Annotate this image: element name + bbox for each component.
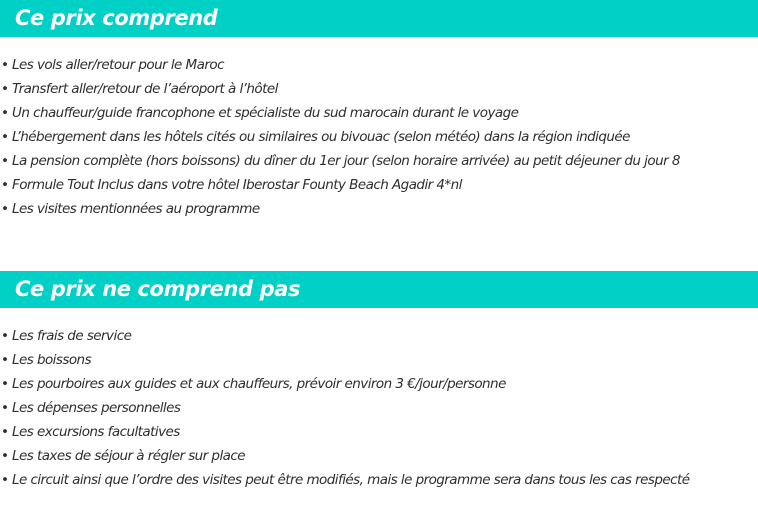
list-item xyxy=(0,125,680,149)
list-item-text: Un chauffeur/guide francophone et spécialiste du sud marocain durant le voyage xyxy=(12,105,519,121)
bullet-icon: • xyxy=(1,352,9,368)
list-item-text: La pension complète (hors boissons) du dîner du 1er jour (selon horaire arrivée) au petit déjeuner du jour 8 xyxy=(12,153,680,169)
list-item xyxy=(0,324,689,348)
bullet-icon: • xyxy=(1,153,9,169)
list-item-text: Les boissons xyxy=(12,352,92,368)
excluded-title: Ce prix ne comprend pas xyxy=(15,277,301,301)
list-item-text: Le circuit ainsi que l’ordre des visites peut être modifiés, mais le programme sera dans tous les cas respecté xyxy=(12,472,690,488)
list-item-text: L’hébergement dans les hôtels cités ou similaires ou bivouac (selon météo) dans la région indiquée xyxy=(12,129,630,145)
list-item xyxy=(0,149,680,173)
bullet-icon: • xyxy=(1,105,9,121)
bullet-icon: • xyxy=(1,448,9,464)
list-item xyxy=(0,197,680,221)
included-section xyxy=(0,0,758,217)
bullet-icon: • xyxy=(1,424,9,440)
included-title: Ce prix comprend xyxy=(15,6,218,30)
bullet-icon: • xyxy=(1,129,9,145)
bullet-icon: • xyxy=(1,328,9,344)
bullet-icon: • xyxy=(1,400,9,416)
list-item-text: Les frais de service xyxy=(12,328,132,344)
list-item xyxy=(0,396,689,420)
list-item xyxy=(0,372,689,396)
included-list xyxy=(0,53,680,221)
list-item-text: Les excursions facultatives xyxy=(12,424,180,440)
list-item-text: Les pourboires aux guides et aux chauffeurs, prévoir environ 3 €/jour/personne xyxy=(12,376,506,392)
excluded-list xyxy=(0,324,689,492)
bullet-icon: • xyxy=(1,376,9,392)
list-item-text: Transfert aller/retour de l’aéroport à l’hôtel xyxy=(12,81,278,97)
list-item xyxy=(0,173,680,197)
list-item xyxy=(0,77,680,101)
list-item xyxy=(0,101,680,125)
list-item-text: Les dépenses personnelles xyxy=(12,400,181,416)
included-header-band xyxy=(0,0,758,37)
bullet-icon: • xyxy=(1,57,9,73)
list-item xyxy=(0,444,689,468)
list-item xyxy=(0,348,689,372)
excluded-section xyxy=(0,271,758,488)
excluded-header-band xyxy=(0,271,758,308)
list-item xyxy=(0,468,689,492)
bullet-icon: • xyxy=(1,177,9,193)
list-item-text: Les visites mentionnées au programme xyxy=(12,201,260,217)
list-item xyxy=(0,53,680,77)
bullet-icon: • xyxy=(1,472,9,488)
list-item-text: Les vols aller/retour pour le Maroc xyxy=(12,57,224,73)
bullet-icon: • xyxy=(1,81,9,97)
bullet-icon: • xyxy=(1,201,9,217)
list-item-text: Les taxes de séjour à régler sur place xyxy=(12,448,245,464)
list-item xyxy=(0,420,689,444)
list-item-text: Formule Tout Inclus dans votre hôtel Iberostar Founty Beach Agadir 4*nl xyxy=(12,177,462,193)
